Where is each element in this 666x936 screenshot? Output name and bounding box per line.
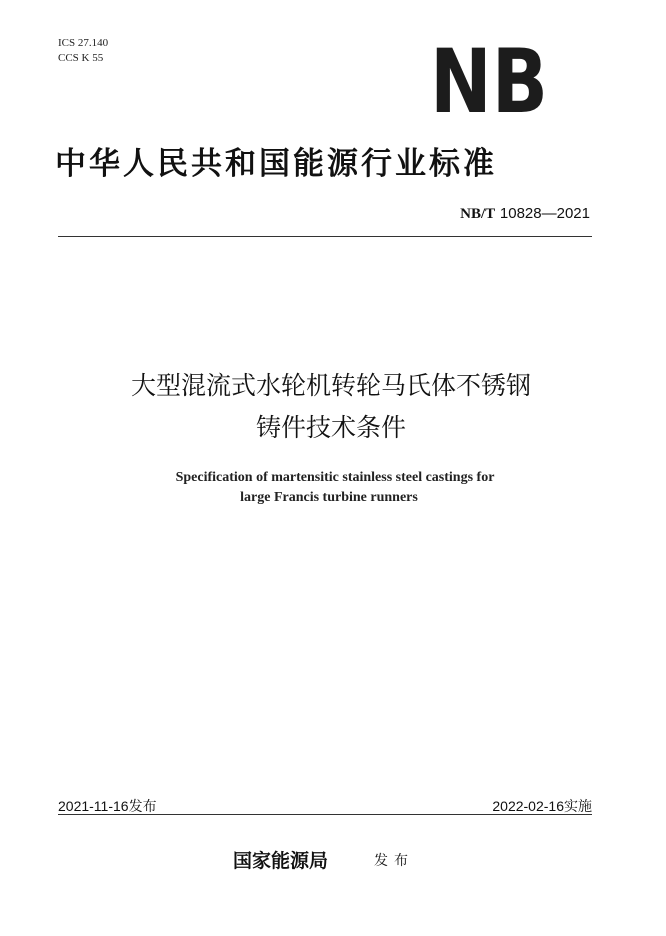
bottom-divider xyxy=(58,814,592,815)
issue-date: 2021-11-16发布 xyxy=(58,798,157,814)
english-title-line-1: Specification of martensitic stainless steel castings for xyxy=(175,470,495,485)
ccs-code: CCS K 55 xyxy=(58,52,104,64)
organization-title: 中华人民共和国能源行业标准 xyxy=(55,146,497,182)
top-divider xyxy=(58,236,592,237)
english-title-line-2: large Francis turbine runners xyxy=(240,490,418,505)
standard-prefix: NB/T xyxy=(460,206,496,222)
standard-number xyxy=(460,204,590,223)
implementation-date: 2022-02-16实施 xyxy=(492,798,592,814)
chinese-title-line-2: 铸件技术条件 xyxy=(255,413,406,442)
nb-logo xyxy=(428,30,550,133)
nb-logo-text: NB xyxy=(430,30,548,133)
publish-label: 发布 xyxy=(374,853,414,869)
standard-code: 10828—2021 xyxy=(499,205,590,222)
ics-code: ICS 27.140 xyxy=(58,37,109,49)
chinese-title-line-1: 大型混流式水轮机转轮马氏体不锈钢 xyxy=(130,371,531,400)
issuing-authority: 国家能源局 xyxy=(233,850,329,872)
classification-codes xyxy=(58,36,108,66)
